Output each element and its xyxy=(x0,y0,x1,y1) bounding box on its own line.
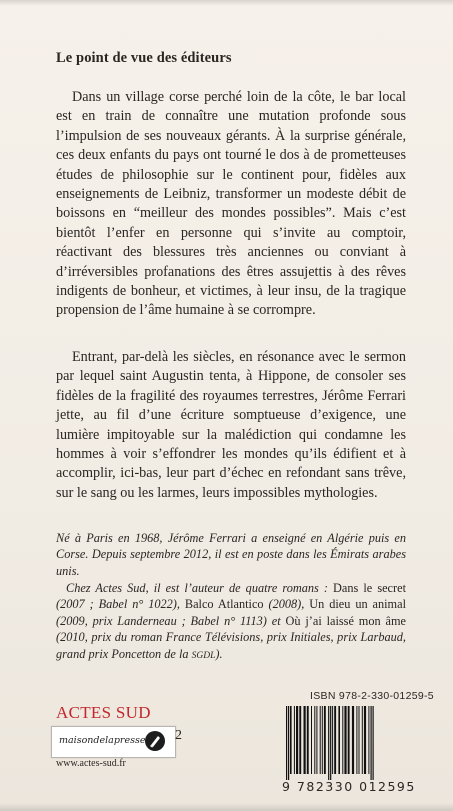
section-heading: Le point de vue des éditeurs xyxy=(56,50,232,66)
bottom-shadow xyxy=(0,803,453,811)
book-title-4: Où j’ai laissé mon âme xyxy=(285,613,406,628)
book-details-3: (2009, prix Landerneau ; Babel n° 1113) et xyxy=(56,613,286,628)
book-details-1: (2007 ; Babel n° 1022), xyxy=(56,597,185,612)
synopsis-paragraph-2: Entrant, par-delà les siècles, en résonance avec le sermon par lequel saint Augustin tenta, à Hippone, de consoler ses fidèles de la fragilité des royaumes terrestres, Jérôme Ferrari jette, au fil d’une écriture somptueuse d’exigence, une lumière impitoyable sur la malédiction qui condamne les hommes à voir s’effondrer les mondes qu’ils édifient et à accomplir, ici-bas, leur part d’échec en refondant sans trêve, sur le sang ou les larmes, leurs impossibles mythologies. xyxy=(56,349,406,501)
book-details-4: (2010, prix du roman France Télévisions, prix Initiales, prix Larbaud, grand prix Poncetton de la xyxy=(56,630,406,661)
price-sticker xyxy=(51,726,176,758)
publisher-website: www.actes-sud.fr xyxy=(56,758,126,769)
book-title-2: Balco Atlantico xyxy=(184,597,264,612)
top-shadow xyxy=(0,0,453,6)
bibliography-intro: Chez Actes Sud, il est l’auteur de quatre romans : xyxy=(66,581,334,595)
pen-icon xyxy=(145,731,165,751)
synopsis-paragraph-1: Dans un village corse perché loin de la côte, le bar local est en train de connaître une mutation profonde sous l’impulsion de ses nouveaux gérants. À la surprise générale, ces deux enfants du pays ont tourné le dos à de prometteuses études de philosophie sur le continent pour, fidèles aux enseignements de Leibniz, transformer un modeste débit de boissons en “meilleur des mondes possibles”. Mais c’est bientôt l’enfer en personne qui s’invite au comptoir, réactivant des blessures très anciennes ou conviant à d’irréversibles profanations des êtres assujettis à des rêves indigents de bonheur, et victimes, à leur insu, de la tragique propension de l’âme humaine à se corrompre. xyxy=(56,89,406,319)
price-digit: 2 xyxy=(175,728,182,743)
sticker-label: maisondelapresse xyxy=(59,735,146,746)
author-bio: Né à Paris en 1968, Jérôme Ferrari a enseigné en Algérie puis en Corse. Depuis septembre 2012, il est en poste dans les Émirats arabes unis. xyxy=(56,531,406,578)
isbn-number: ISBN 978-2-330-01259-5 xyxy=(310,690,434,702)
sgdl-abbrev: SGDL xyxy=(191,650,216,661)
bibliography-end: ). xyxy=(215,646,223,661)
book-title-3: Un dieu un animal xyxy=(309,597,406,612)
publisher-logo: ACTES SUD xyxy=(56,703,151,722)
barcode xyxy=(284,706,416,780)
author-bibliography xyxy=(56,580,406,664)
book-details-2: (2008), xyxy=(263,597,310,612)
book-title-1: Dans le secret xyxy=(333,581,406,595)
barcode-number: 9 782330 012595 xyxy=(282,779,416,794)
